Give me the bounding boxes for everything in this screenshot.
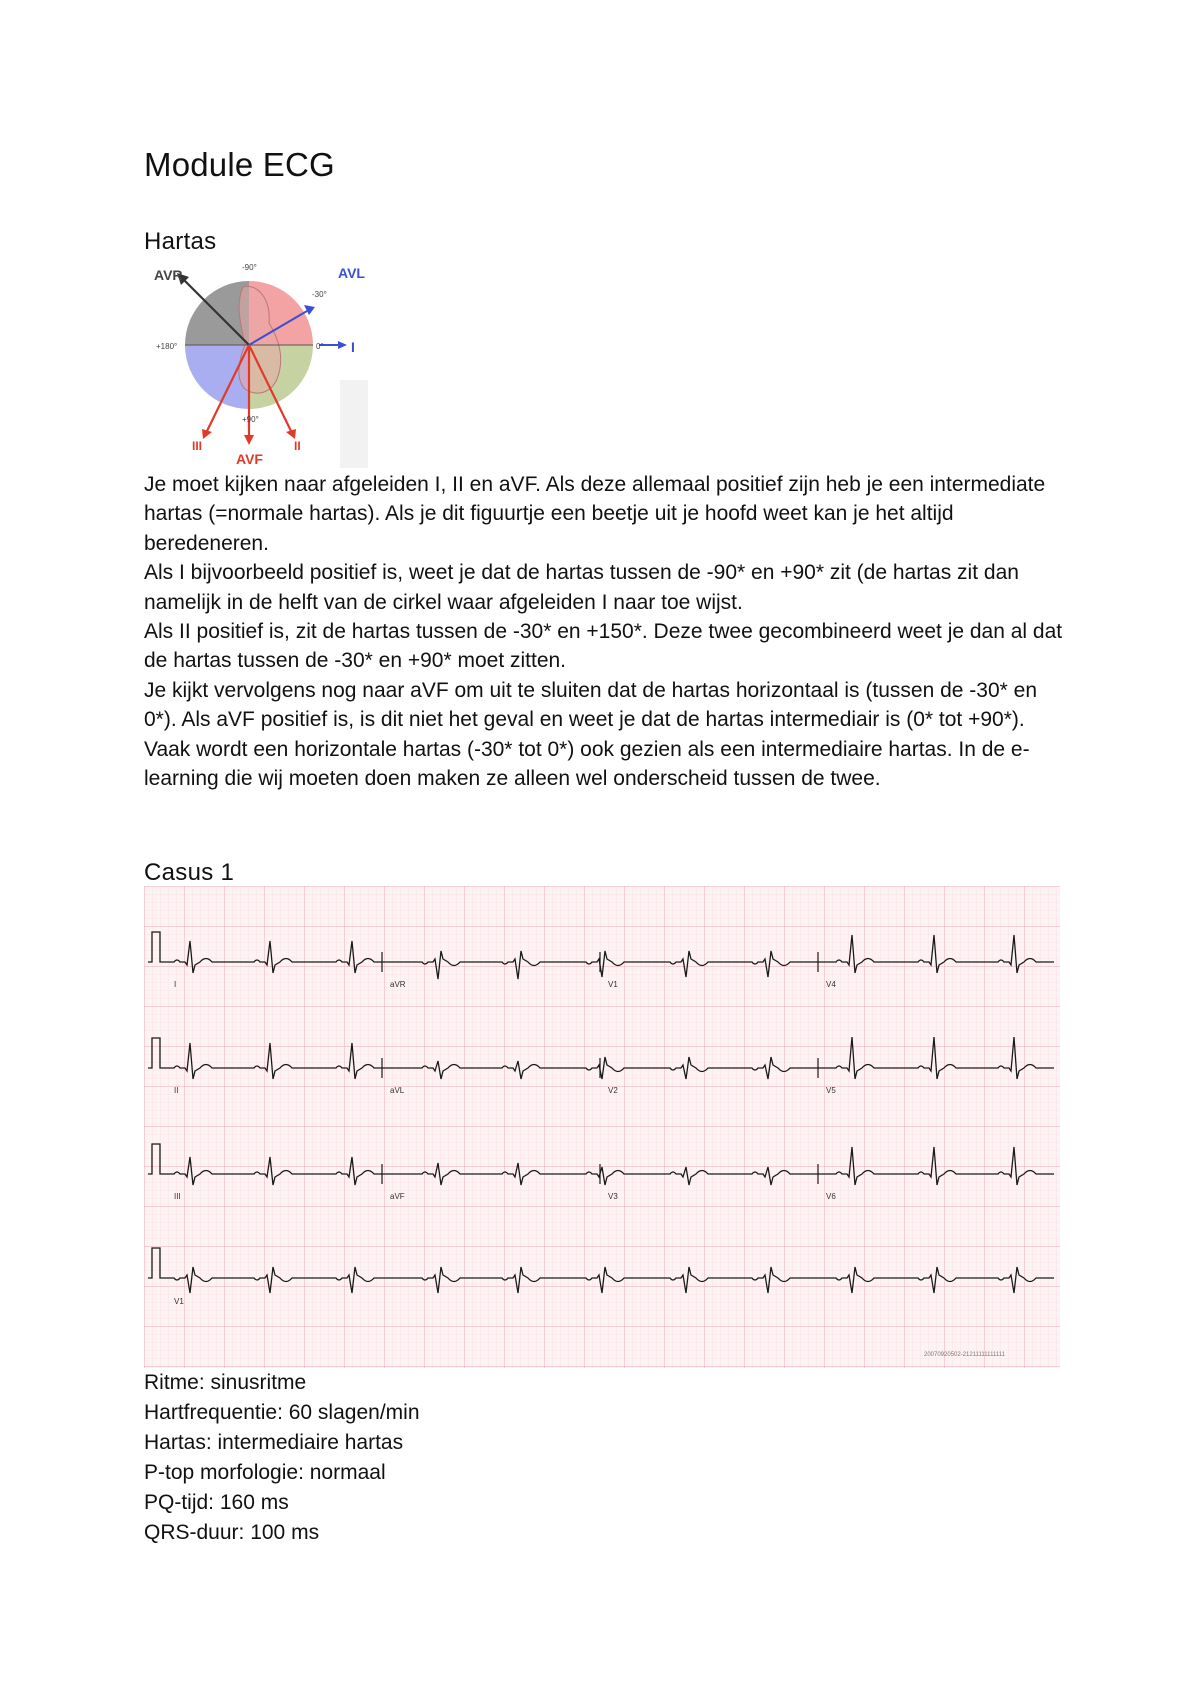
finding-hartfrequentie: Hartfrequentie: 60 slagen/min — [144, 1401, 420, 1424]
lead-iii-label: III — [192, 439, 203, 453]
paragraph: Je moet kijken naar afgeleiden I, II en aVF. Als deze allemaal positief zijn heb je een intermediate hartas (=normale hartas). Als je dit figuurtje een beetje uit je hoofd weet kan je het altijd beredeneren. — [144, 473, 1046, 555]
minus90-label: -90° — [242, 263, 257, 272]
paragraph: Als II positief is, zit de hartas tussen de -30* en +150*. Deze twee gecombineerd weet je dan al dat de hartas tussen de -30* en +90* moet zitten. — [144, 620, 1063, 673]
lead-label-ii: II — [174, 1086, 179, 1095]
ecg-grid — [144, 886, 1060, 1368]
paragraph: Vaak wordt een horizontale hartas (-30* tot 0*) ook gezien als een intermediaire hartas. In de e-learning die wij moeten doen maken ze alleen wel onderscheid tussen de twee. — [144, 737, 1030, 791]
lead-label-avf: aVF — [390, 1192, 405, 1201]
lead-ii-label: II — [294, 439, 301, 453]
lead-label-iii: III — [174, 1192, 181, 1201]
lead-label-v6: V6 — [826, 1192, 836, 1201]
avf-label: AVF — [236, 451, 263, 467]
lead-label-v5: V5 — [826, 1086, 836, 1095]
lead-label-rhythm-v1: V1 — [174, 1297, 184, 1306]
lead-label-v3: V3 — [608, 1192, 618, 1201]
lead-label-i: I — [174, 980, 177, 989]
heart-axis-diagram — [144, 262, 368, 468]
ecg-footer-code: 20070920502-21211111111111 — [924, 1352, 1005, 1358]
lead-i-label: I — [351, 339, 355, 355]
finding-pq-tijd: PQ-tijd: 160 ms — [144, 1491, 289, 1514]
document-title: Module ECG — [144, 146, 335, 183]
lead-label-v2: V2 — [608, 1086, 618, 1095]
lead-label-avr: aVR — [390, 980, 406, 989]
casus1-findings — [144, 1368, 420, 1548]
lead-label-avl: aVL — [390, 1086, 405, 1095]
zero-degree-label: 0° — [316, 342, 324, 351]
finding-qrs-duur: QRS-duur: 100 ms — [144, 1521, 320, 1544]
section-heading-hartas: Hartas — [144, 228, 217, 255]
finding-p-top: P-top morfologie: normaal — [144, 1461, 386, 1484]
finding-hartas: Hartas: intermediaire hartas — [144, 1431, 404, 1454]
avr-label: AVR — [154, 267, 183, 283]
lead-label-v4: V4 — [826, 980, 836, 989]
plus180-label: +180° — [156, 342, 178, 351]
minus30-label: -30° — [312, 290, 327, 299]
lead-label-v1: V1 — [608, 980, 618, 989]
paragraph: Als I bijvoorbeeld positief is, weet je dat de hartas tussen de -90* en +90* zit (de hartas zit dan namelijk in de helft van de cirkel waar afgeleiden I naar toe wijst. — [144, 561, 1019, 614]
finding-ritme: Ritme: sinusritme — [144, 1371, 307, 1394]
plus90-label: +90° — [242, 415, 259, 424]
paragraph: Je kijkt vervolgens nog naar aVF om uit te sluiten dat de hartas horizontaal is (tussen de -30* en 0*). Als aVF positief is, is dit niet het geval en weet je dat de hartas intermediair is (0* tot +90*). — [144, 678, 1037, 732]
section-heading-casus1: Casus 1 — [144, 859, 235, 886]
ecg-12-lead-image — [144, 886, 1060, 1368]
hartas-explanation — [144, 470, 1074, 793]
avl-label: AVL — [338, 265, 365, 281]
